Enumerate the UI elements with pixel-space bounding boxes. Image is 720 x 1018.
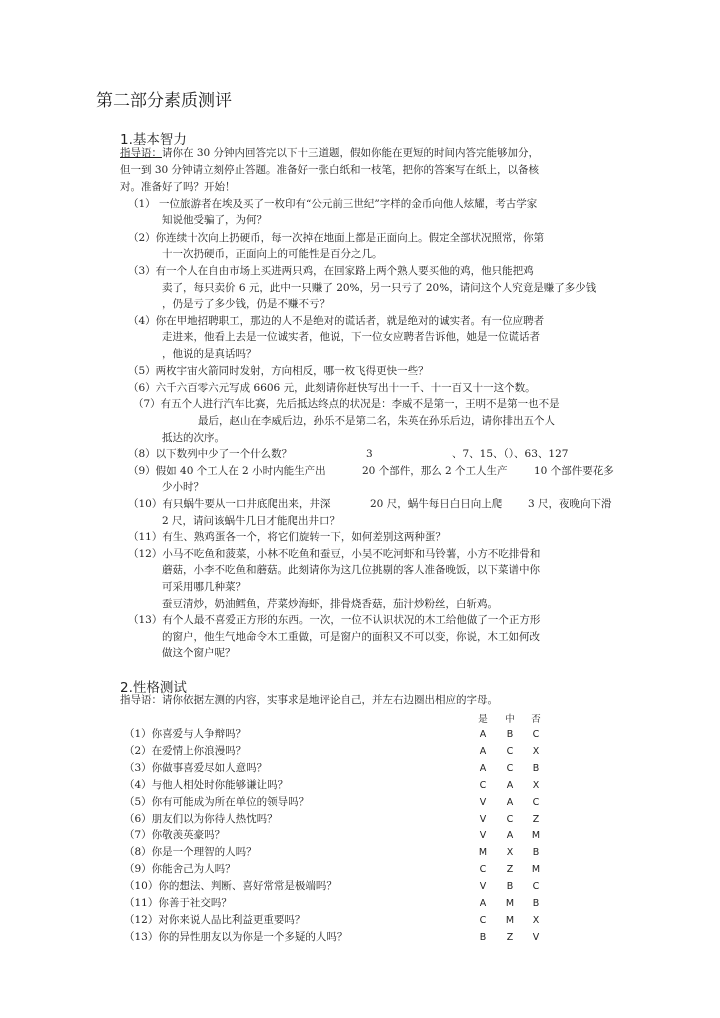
answer-option[interactable]: M — [505, 915, 515, 926]
personality-question: （7）你敬羡英豪吗？ — [124, 829, 226, 841]
q10-line-2: 2 尺，请问该蜗牛几日才能爬出井口？ — [162, 515, 341, 527]
personality-question: （9）你能舍己为人吗？ — [124, 863, 236, 875]
answer-option[interactable]: B — [532, 898, 540, 909]
answer-option[interactable]: X — [532, 915, 540, 926]
answer-option[interactable]: B — [506, 881, 514, 892]
guide-line-3: 对。准备好了吗？开始！ — [120, 181, 236, 193]
page-title: 第二部分素质测评 — [96, 91, 232, 111]
personality-question: （10）你的想法、判断、喜好常常是极端吗？ — [124, 880, 337, 892]
personality-question: （4）与他人相处时你能够谦让吗？ — [124, 779, 289, 791]
q13-line-1: （13）有个人最不喜爱正方形的东西。一次，一位不认识状况的木工给他做了一个正方形 — [128, 614, 541, 626]
guide-label: 指导语： — [120, 147, 162, 159]
answer-option[interactable]: V — [479, 797, 487, 808]
answer-option[interactable]: C — [479, 780, 487, 791]
answer-option[interactable]: C — [479, 915, 487, 926]
q10-line-1c: 3 尺，夜晚向下滑 — [528, 498, 612, 510]
answer-option[interactable]: B — [479, 932, 487, 943]
personality-question: （3）你做事喜爱尽如人意吗？ — [124, 762, 268, 774]
q8-seq-rest: 、7、15、（）、63、127 — [452, 448, 569, 460]
q3-line-3: ，仍是亏了多少钱，仍是不赚不亏？ — [162, 298, 330, 310]
answer-option[interactable]: V — [479, 830, 487, 841]
answer-option[interactable]: Z — [532, 814, 540, 825]
answer-option[interactable]: B — [532, 763, 540, 774]
guide-line-2: 但一到 30 分钟请立刻停止答题。准备好一张白纸和一枝笔，把你的答案写在纸上，以备核 — [120, 164, 540, 176]
q9-line-2: 少小时？ — [162, 481, 204, 493]
answer-option[interactable]: A — [479, 746, 487, 757]
answer-option[interactable]: X — [532, 746, 540, 757]
q8-seq-start: 3 — [366, 448, 373, 460]
q3-line-1: （3）有一个人在自由市场上买进两只鸡，在回家路上两个熟人要买他的鸡，他只能把鸡 — [128, 265, 534, 277]
answer-option[interactable]: A — [479, 898, 487, 909]
q12-line-1: （12）小马不吃鱼和菠菜，小林不吃鱼和蚕豆，小吴不吃河虾和马铃薯，小方不吃排骨和 — [128, 548, 541, 560]
answer-option[interactable]: A — [479, 763, 487, 774]
answer-option[interactable]: B — [532, 847, 540, 858]
answer-option[interactable]: V — [532, 932, 540, 943]
q11-line: （11）有生、熟鸡蛋各一个，将它们旋转一下，如何差别这两种蛋？ — [128, 531, 446, 543]
q10-line-1b: 20 尺，蜗牛每日白日向上爬 — [370, 498, 503, 510]
q4-line-3: ，他说的是真话吗？ — [162, 348, 257, 360]
q9-line-1a: （9）假如 40 个工人在 2 小时内能生产出 — [128, 465, 326, 477]
answer-option[interactable]: C — [479, 864, 487, 875]
personality-question: （2）在爱情上你浪漫吗？ — [124, 745, 247, 757]
answer-option[interactable]: C — [532, 881, 540, 892]
personality-guide: 指导语：请你依据左测的内容，实事求是地评论自己，并左右边圈出相应的字母。 — [120, 694, 498, 706]
q1-line-1: （1） 一位旅游者在埃及买了一枚印有“公元前三世纪”字样的金币向他人炫耀，考古学家 — [128, 198, 538, 210]
q4-line-2: 走进来，他看上去是一位诚实者，他说，下一位女应聘者告诉他，她是一位谎话者 — [162, 331, 540, 343]
answer-option[interactable]: X — [506, 847, 514, 858]
guide-line-1 — [120, 147, 539, 160]
q13-line-3: 做这个窗户呢？ — [162, 647, 236, 659]
q1-line-2: 知说他受骗了，为何？ — [162, 214, 267, 226]
answer-option[interactable]: Z — [506, 864, 514, 875]
personality-question: （11）你善于社交吗？ — [124, 897, 232, 909]
q7-line-2: 最后，赵山在李威后边，孙乐不是第二名，朱英在孙乐后边，请你排出五个人 — [198, 415, 555, 427]
q8-line: （8）以下数列中少了一个什么数？ — [128, 448, 293, 460]
q9-line-1b: 20 个部件，那么 2 个工人生产 — [362, 465, 508, 477]
q13-line-2: 的窗户，他生气地命令木工重做，可是窗户的面积又不可以变，你说，木工如何改 — [162, 631, 540, 643]
personality-question: （5）你有可能成为所在单位的领导吗？ — [124, 796, 310, 808]
answer-option[interactable]: A — [479, 729, 487, 740]
q4-line-1: （4）你在甲地招聘职工，那边的人不是绝对的谎话者，就是绝对的诚实者。有一位应聘者 — [128, 315, 545, 327]
answer-option[interactable]: C — [506, 814, 514, 825]
personality-question: （6）朋友们以为你待人热忱吗？ — [124, 813, 278, 825]
q10-line-1a: （10）有只蜗牛要从一口井底爬出来，井深 — [128, 498, 331, 510]
col-header-no: 否 — [531, 714, 541, 725]
q5-line: （5）两枚宇宙火箭同时发射，方向相反，哪一枚飞得更快一些？ — [128, 365, 429, 377]
col-header-yes: 是 — [478, 714, 488, 725]
answer-option[interactable]: C — [532, 729, 540, 740]
section-1-heading: 1.基本智力 — [120, 132, 187, 148]
guide-text-1: 请你在 30 分钟内回答完以下十三道题，假如你能在更短的时间内答完能够加分， — [162, 147, 540, 159]
answer-option[interactable]: M — [478, 847, 488, 858]
answer-option[interactable]: M — [531, 864, 541, 875]
answer-option[interactable]: C — [532, 797, 540, 808]
q12-line-2: 蘑菇，小李不吃鱼和蘑菇。此刻请你为这几位挑剔的客人准备晚饭，以下菜谱中你 — [162, 564, 540, 576]
answer-option[interactable]: C — [506, 763, 514, 774]
answer-option[interactable]: Z — [506, 932, 514, 943]
personality-question: （1）你喜爱与人争辩吗？ — [124, 728, 247, 740]
answer-option[interactable]: M — [505, 898, 515, 909]
q2-line-1: （2）你连续十次向上扔硬币，每一次掉在地面上都是正面向上。假定全部状况照常，你第 — [128, 232, 545, 244]
answer-option[interactable]: V — [479, 814, 487, 825]
q7-line-3: 抵达的次序。 — [162, 432, 225, 444]
answer-option[interactable]: A — [506, 797, 514, 808]
q12-line-3: 可采用哪几种菜？ — [162, 581, 246, 593]
q7-line-1: （7）有五个人进行汽车比赛，先后抵达终点的状况是：李威不是第一，王明不是第一也不是 — [133, 398, 560, 410]
q9-line-1c: 10 个部件要花多 — [534, 465, 614, 477]
answer-option[interactable]: C — [506, 746, 514, 757]
personality-question: （13）你的异性朋友以为你是一个多疑的人吗？ — [124, 931, 348, 943]
answer-option[interactable]: A — [506, 780, 514, 791]
answer-option[interactable]: X — [532, 780, 540, 791]
q12-line-4: 蚕豆清炒，奶油鳕鱼，芹菜炒海虾，排骨烧香菇，茄汁炒粉丝，白斩鸡。 — [162, 598, 498, 610]
answer-option[interactable]: M — [531, 830, 541, 841]
q6-line: （6）六千六百零六元写成 6606 元，此刻请你赶快写出十一千、十一百又十一这个数。 — [128, 382, 536, 394]
col-header-mid: 中 — [505, 714, 515, 725]
answer-option[interactable]: A — [506, 830, 514, 841]
section-2-heading: 2.性格测试 — [120, 680, 187, 696]
q3-line-2: 卖了，每只卖价 6 元，此中一只赚了 20%，另一只亏了 20%，请问这个人究竟是赚了多少钱 — [162, 282, 597, 294]
personality-question: （8）你是一个理智的人吗？ — [124, 846, 257, 858]
answer-option[interactable]: V — [479, 881, 487, 892]
personality-question: （12）对你来说人品比利益更重要吗？ — [124, 914, 306, 926]
answer-option[interactable]: B — [506, 729, 514, 740]
q2-line-2: 十一次扔硬币，正面向上的可能性是百分之几。 — [162, 248, 383, 260]
